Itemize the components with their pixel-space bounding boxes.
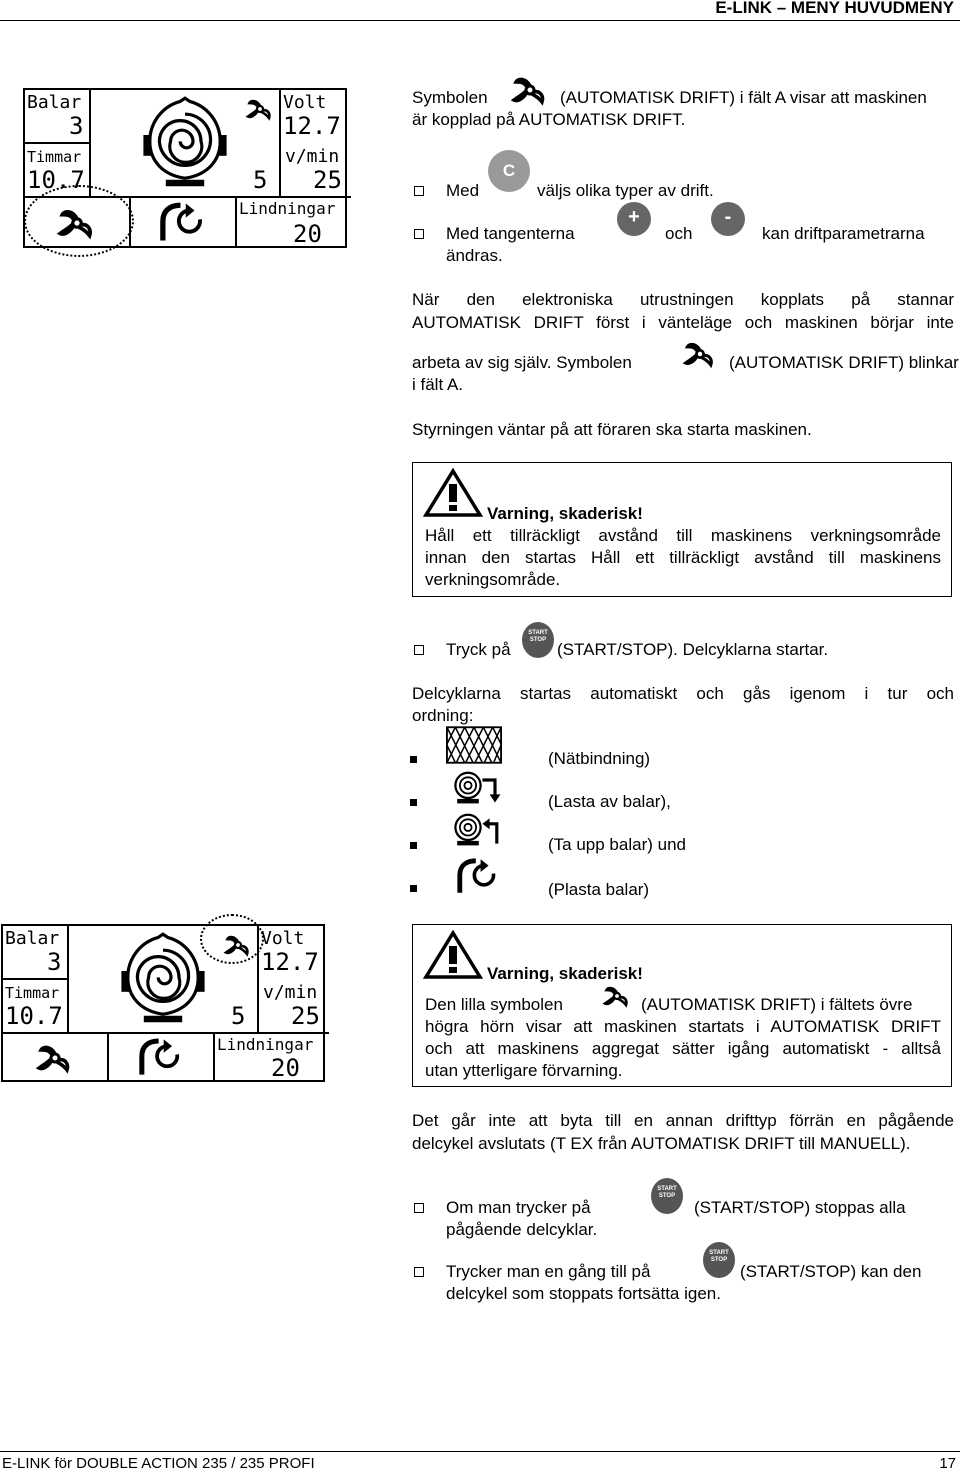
para-4-line-1: Delcyklarna startas automatiskt och gås igenom i tur och: [412, 684, 954, 703]
auto-mode-icon: [680, 336, 720, 372]
para-2-line-3a: arbeta av sig själv. Symbolen: [412, 353, 632, 372]
warning-2-title: Varning, skaderisk!: [487, 964, 643, 983]
bullet-5-a: Trycker man en gång till på: [446, 1262, 651, 1281]
cycle-item-2: (Lasta av balar),: [548, 792, 671, 811]
auto-mode-icon: [508, 70, 552, 110]
warning-icon: [423, 930, 483, 980]
warning-box-2: [412, 924, 952, 1087]
balar-value: 3: [69, 112, 84, 140]
balar-label: Balar: [5, 928, 60, 949]
plus-button-icon: +: [617, 202, 651, 236]
bullet-5-b: (START/STOP) kan den: [740, 1262, 922, 1281]
bullet-1-a: Med: [446, 181, 480, 200]
page-footer: [0, 1451, 960, 1472]
lindningar-label: Lindningar: [239, 199, 336, 218]
list-bullet: [410, 885, 417, 892]
center-value: 5: [231, 1002, 246, 1030]
volt-label: Volt: [283, 92, 327, 113]
warning-1-title: Varning, skaderisk!: [487, 504, 643, 523]
checkbox-bullet: [414, 1267, 424, 1277]
para-1-line-2: är kopplad på AUTOMATISK DRIFT.: [412, 110, 686, 129]
unload-bale-icon: [450, 770, 504, 808]
para-4-line-2: ordning:: [412, 706, 474, 725]
field-a-highlight: [24, 185, 134, 257]
checkbox-bullet: [414, 186, 424, 196]
minus-button-icon: -: [711, 202, 745, 236]
timmar-value: 10.7: [27, 166, 85, 194]
vmin-value: 25: [291, 1002, 320, 1030]
page-number: 17: [939, 1455, 956, 1472]
para-2-line-4: i fält A.: [412, 375, 464, 394]
warning-2-line-3: och att maskinens aggregat sätter igång automatiskt - alltså: [425, 1039, 941, 1058]
warning-1-line-2: innan den startas Håll ett tillräckligt avstånd till maskinens: [425, 548, 941, 567]
vmin-label: v/min: [263, 982, 318, 1003]
start-stop-button-icon: START STOP: [651, 1178, 683, 1214]
timmar-label: Timmar: [5, 984, 60, 1002]
list-bullet: [410, 756, 417, 763]
bullet-5-c: delcykel som stoppats fortsätta igen.: [446, 1284, 721, 1303]
wrap-icon: [157, 200, 211, 244]
lcd-display-2: [1, 924, 325, 1082]
center-value: 5: [253, 166, 268, 194]
checkbox-bullet: [414, 229, 424, 239]
timmar-value: 10.7: [5, 1002, 63, 1030]
volt-value: 12.7: [261, 948, 319, 976]
c-button-icon: C: [488, 150, 530, 192]
checkbox-bullet: [414, 1203, 424, 1213]
start-stop-button-icon: START STOP: [522, 622, 554, 658]
warning-icon: [423, 468, 483, 518]
warning-1-line-1: Håll ett tillräckligt avstånd till maskinens verkningsområde: [425, 526, 941, 545]
vmin-value: 25: [313, 166, 342, 194]
auto-symbol-highlight: [200, 914, 264, 964]
bullet-2-c: kan driftparametrarna: [762, 224, 925, 243]
bullet-4-b: (START/STOP) stoppas alla: [694, 1198, 906, 1217]
list-bullet: [410, 799, 417, 806]
balar-label: Balar: [27, 92, 82, 113]
warning-2-line-4: utan ytterligare förvarning.: [425, 1061, 623, 1080]
warning-2-line-2: högra hörn visar att maskinen startats i AUTOMATISK DRIFT: [425, 1017, 941, 1036]
para-5-line-1: Det går inte att byta till en annan drifttyp förrän en pågående: [412, 1111, 954, 1130]
net-binding-icon: [446, 726, 502, 764]
para-2-line-1: När den elektroniska utrustningen kopplats på stannar: [412, 290, 954, 309]
header-title: E-LINK – MENY HUVUDMENY: [715, 0, 954, 17]
pickup-bale-icon: [450, 812, 504, 850]
warning-box-1: [412, 462, 952, 597]
para-2-line-3b: (AUTOMATISK DRIFT) blinkar: [729, 353, 959, 372]
auto-mode-icon: [601, 981, 633, 1011]
bale-icon: [115, 928, 211, 1030]
bullet-3-a: Tryck på: [446, 640, 511, 659]
warning-2-line-1a: Den lilla symbolen: [425, 995, 563, 1014]
bullet-2-b: och: [665, 224, 693, 243]
checkbox-bullet: [414, 645, 424, 655]
para-2-line-2: AUTOMATISK DRIFT först i vänteläge och maskinen börjar inte: [412, 313, 954, 332]
auto-mode-small-icon: [245, 94, 275, 124]
warning-2-line-1b: (AUTOMATISK DRIFT) i fältets övre: [641, 995, 913, 1014]
start-stop-button-icon: START STOP: [703, 1242, 735, 1278]
lindningar-value: 20: [271, 1054, 300, 1082]
footer-title: E-LINK för DOUBLE ACTION 235 / 235 PROFI: [2, 1455, 315, 1472]
bullet-3-b: (START/STOP). Delcyklarna startar.: [557, 640, 829, 659]
lindningar-value: 20: [293, 220, 322, 248]
para-3: Styrningen väntar på att föraren ska starta maskinen.: [412, 420, 812, 439]
page-header: [0, 0, 960, 21]
balar-value: 3: [47, 948, 62, 976]
volt-value: 12.7: [283, 112, 341, 140]
para-1-line-1b: (AUTOMATISK DRIFT) i fält A visar att maskinen: [560, 88, 927, 107]
bale-icon: [137, 92, 233, 194]
list-bullet: [410, 842, 417, 849]
cycle-item-1: (Nätbindning): [548, 749, 651, 768]
cycle-item-3: (Ta upp balar) und: [548, 835, 686, 854]
bullet-2-a: Med tangenterna: [446, 224, 575, 243]
bullet-1-b: väljs olika typer av drift.: [537, 181, 714, 200]
bullet-4-a: Om man trycker på: [446, 1198, 591, 1217]
cycle-item-4: (Plasta balar): [548, 880, 650, 899]
warning-1-line-3: verkningsområde.: [425, 570, 561, 589]
timmar-label: Timmar: [27, 148, 82, 166]
para-5-line-2: delcykel avslutats (T EX från AUTOMATISK DRIFT till MANUELL).: [412, 1134, 911, 1153]
wrap-icon: [135, 1036, 189, 1078]
vmin-label: v/min: [285, 146, 340, 167]
para-1-line-1: Symbolen: [412, 88, 488, 107]
bullet-2-d: ändras.: [446, 246, 503, 265]
volt-label: Volt: [261, 928, 305, 949]
bullet-4-c: pågående delcyklar.: [446, 1220, 598, 1239]
wrap-bale-icon: [455, 856, 503, 896]
lindningar-label: Lindningar: [217, 1035, 314, 1054]
auto-mode-icon: [33, 1038, 77, 1078]
